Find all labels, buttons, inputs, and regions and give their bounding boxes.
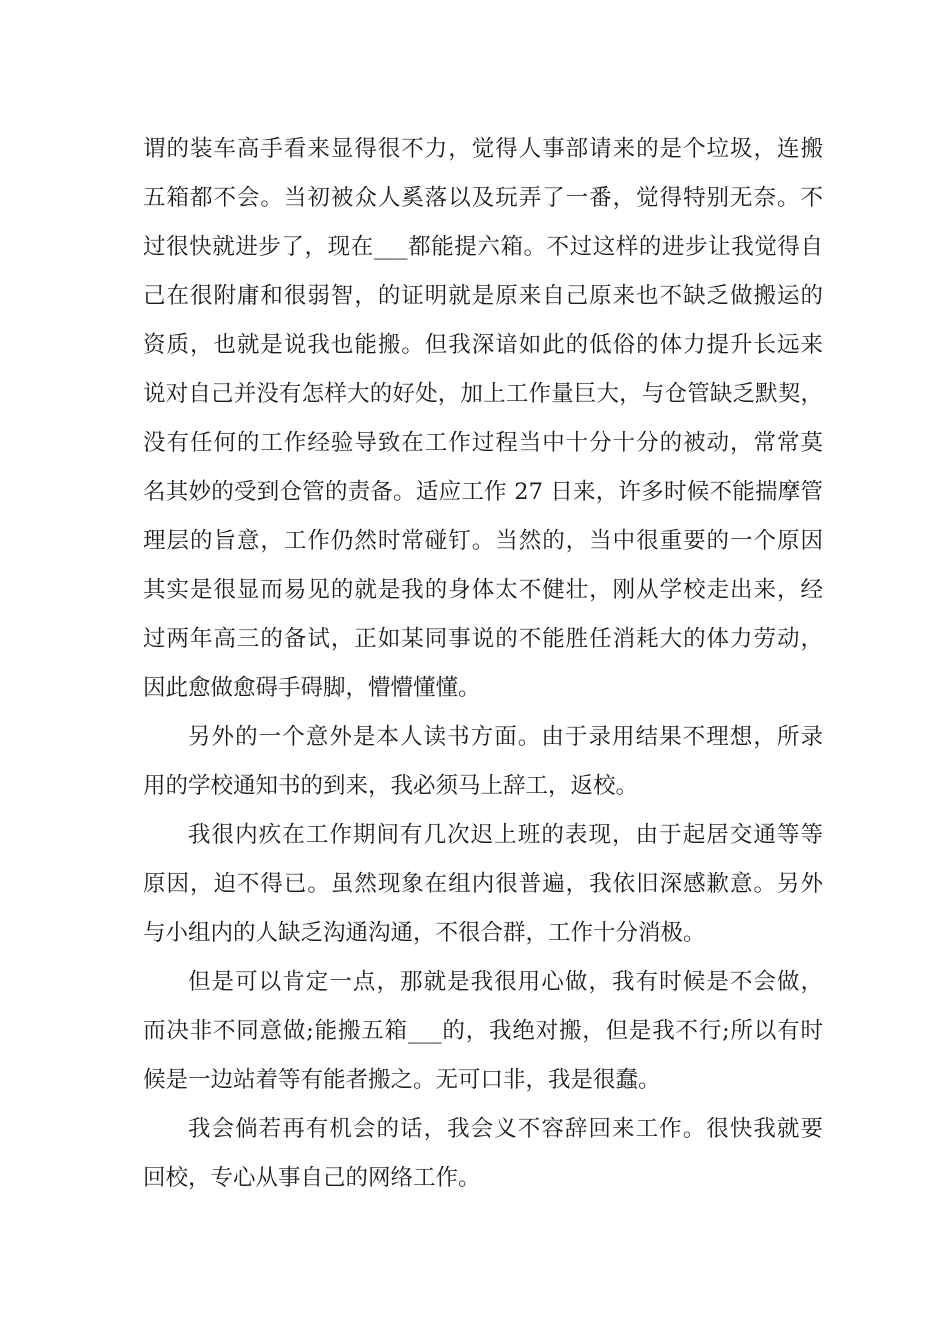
text-line: 己在很附庸和很弱智，的证明就是原来自己原来也不缺乏做搬运的: [143, 283, 823, 309]
text-line: 资质，也就是说我也能搬。但我深谙如此的低俗的体力提升长远来: [143, 332, 823, 358]
text-line: 没有任何的工作经验导致在工作过程当中十分十分的被动，常常莫: [143, 430, 823, 456]
paragraph-first-line: 我很内疚在工作期间有几次迟上班的表现，由于起居交通等等: [188, 822, 823, 848]
text-line: 过很快就进步了，现在___都能提六箱。不过这样的进步让我觉得自: [143, 234, 823, 260]
text-line: 其实是很显而易见的就是我的身体太不健壮，刚从学校走出来，经: [143, 577, 823, 603]
text-line: 而决非不同意做;能搬五箱___的，我绝对搬，但是我不行;所以有时: [143, 1018, 823, 1044]
paragraph-first-line: 我会倘若再有机会的话，我会义不容辞回来工作。很快我就要: [188, 1116, 823, 1142]
paragraph-first-line: 另外的一个意外是本人读书方面。由于录用结果不理想，所录: [188, 724, 823, 750]
text-line: 谓的装车高手看来显得很不力，觉得人事部请来的是个垃圾，连搬: [143, 136, 823, 162]
text-line: 原因，迫不得已。虽然现象在组内很普遍，我依旧深感歉意。另外: [143, 871, 823, 897]
text-line: 五箱都不会。当初被众人奚落以及玩弄了一番，觉得特别无奈。不: [143, 185, 823, 211]
paragraph-first-line: 但是可以肯定一点，那就是我很用心做，我有时候是不会做，: [188, 969, 823, 995]
text-line: 名其妙的受到仓管的责备。适应工作 27 日来，许多时候不能揣摩管: [143, 479, 823, 505]
text-line: 用的学校通知书的到来，我必须马上辞工，返校。: [143, 773, 639, 799]
text-line: 过两年高三的备试，正如某同事说的不能胜任消耗大的体力劳动，: [143, 626, 823, 652]
document-body: [143, 125, 823, 1203]
text-line: 与小组内的人缺乏沟通沟通，不很合群，工作十分消极。: [143, 920, 706, 946]
text-line: 因此愈做愈碍手碍脚，懵懵懂懂。: [143, 675, 481, 701]
text-line: 说对自己并没有怎样大的好处，加上工作量巨大，与仓管缺乏默契，: [143, 381, 823, 407]
text-line: 候是一边站着等有能者搬之。无可口非，我是很蠢。: [143, 1067, 661, 1093]
text-line: 理层的旨意，工作仍然时常碰钉。当然的，当中很重要的一个原因: [143, 528, 823, 554]
text-line: 回校，专心从事自己的网络工作。: [143, 1165, 481, 1191]
